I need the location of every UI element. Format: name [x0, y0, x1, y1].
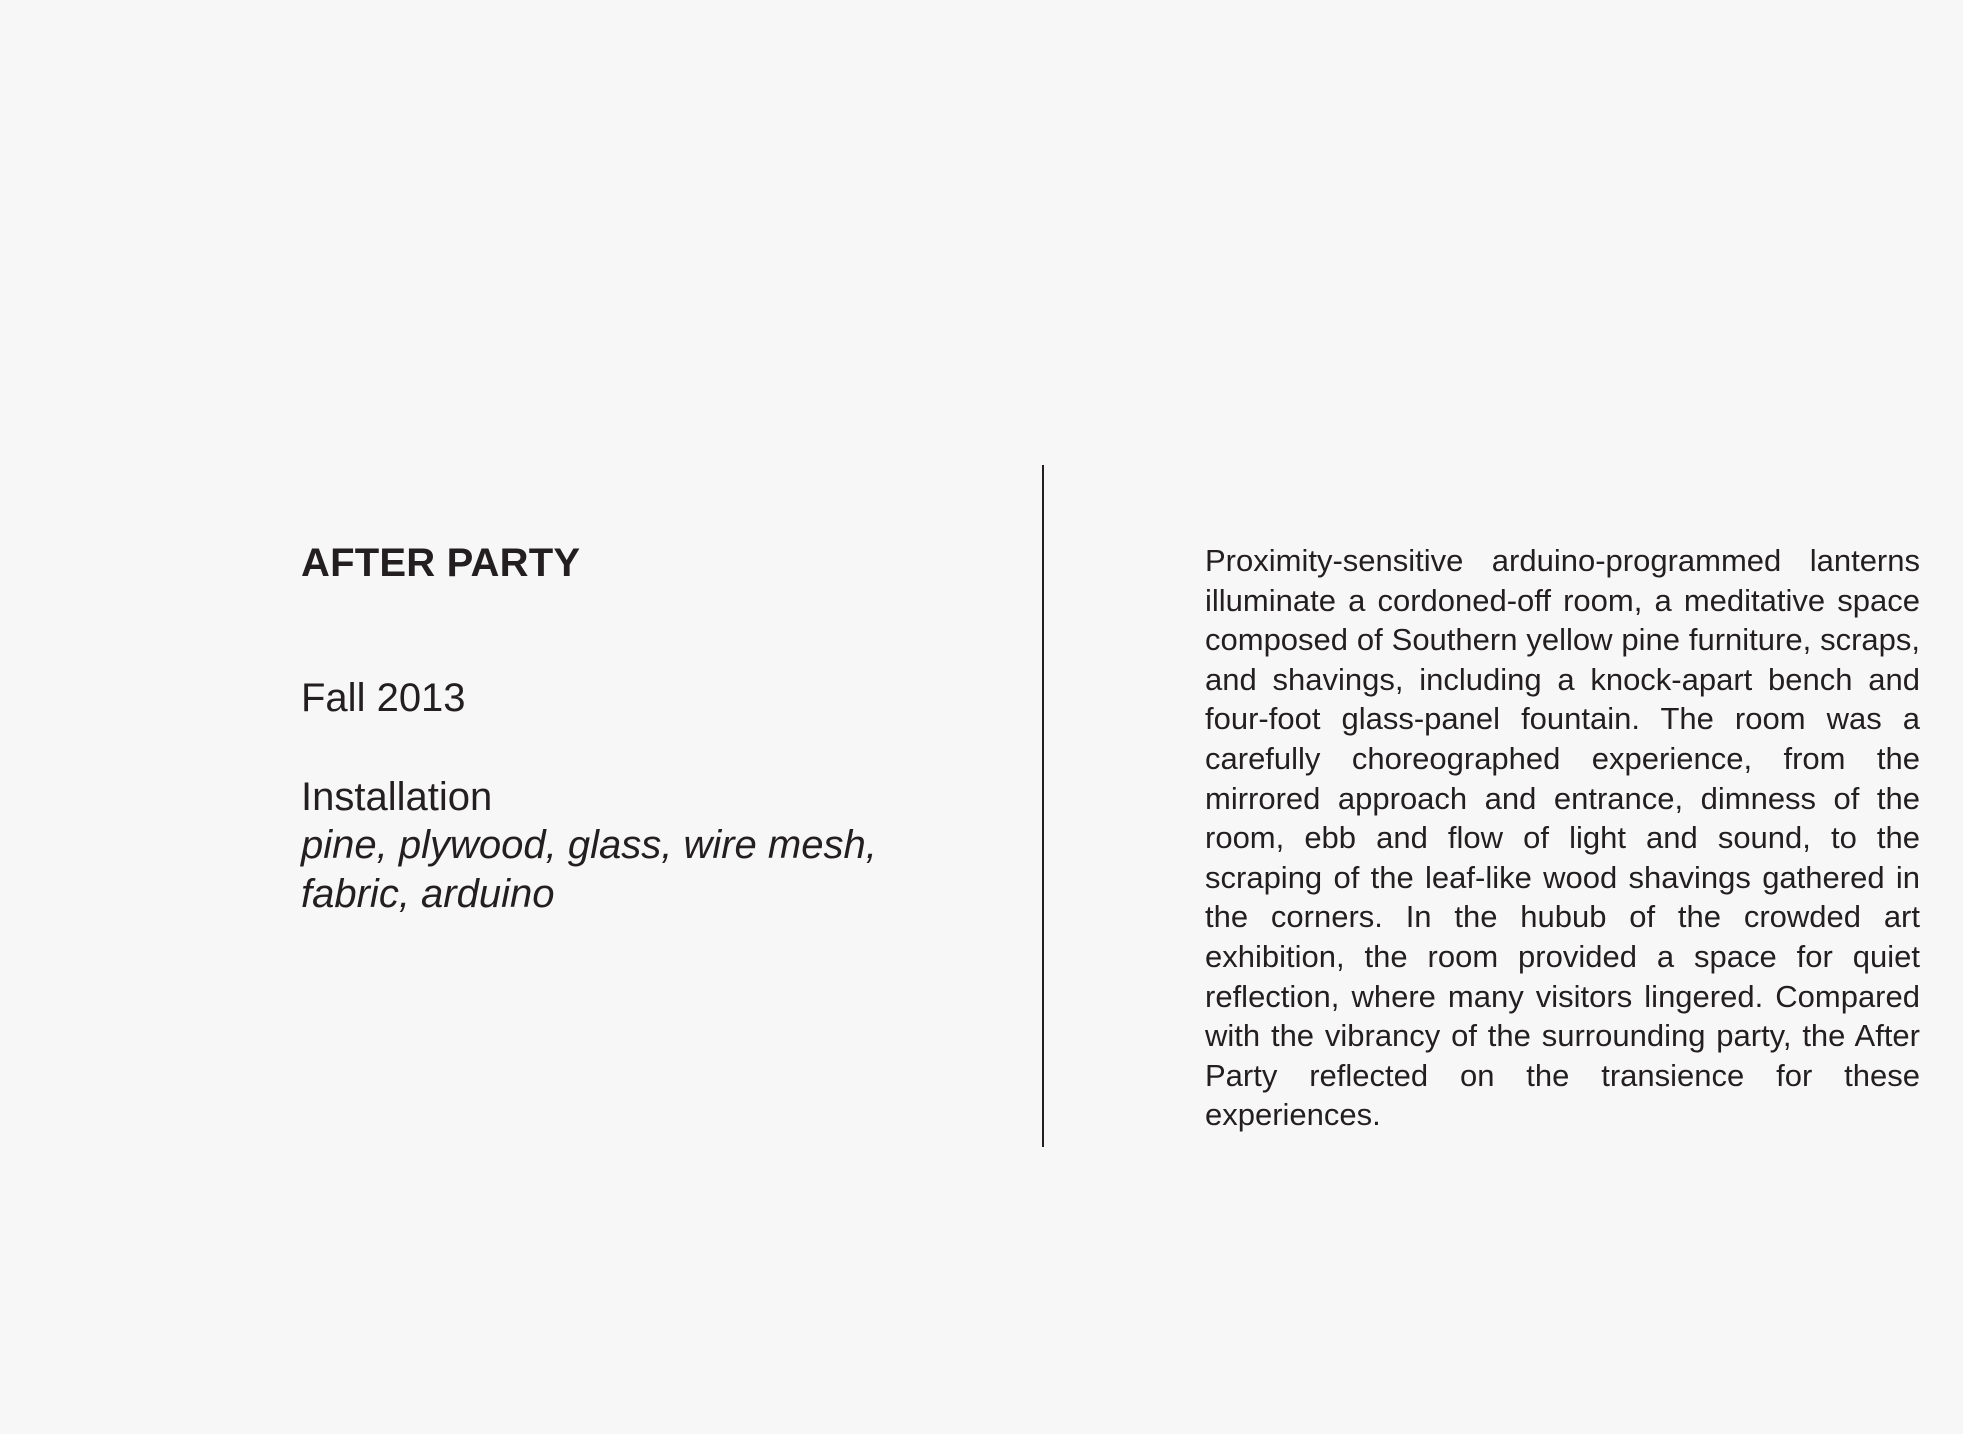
project-info	[301, 536, 961, 916]
project-type: Installation	[301, 775, 493, 819]
project-date: Fall 2013	[301, 676, 466, 720]
project-title: AFTER PARTY	[301, 541, 581, 585]
vertical-divider	[1042, 465, 1044, 1147]
project-description: Proximity-sensitive arduino-programmed lanterns illuminate a cordoned-off room, a meditative space composed of Southern yellow pine furniture, scraps, and shavings, including a knock-apart bench and four-foot glass-panel fountain. The room was a carefully choreographed experience, from the mirrored approach and entrance, dimness of the room, ebb and flow of light and sound, to the scraping of the leaf-like wood shavings gathered in the corners. In the hubub of the crowded art exhibition, the room provided a space for quiet reflection, where many visitors lingered. Compared with the vibrancy of the surrounding party, the After Party reflected on the transience for these experiences.	[1205, 543, 1920, 1133]
project-materials: pine, plywood, glass, wire mesh, fabric, arduino	[301, 823, 877, 916]
